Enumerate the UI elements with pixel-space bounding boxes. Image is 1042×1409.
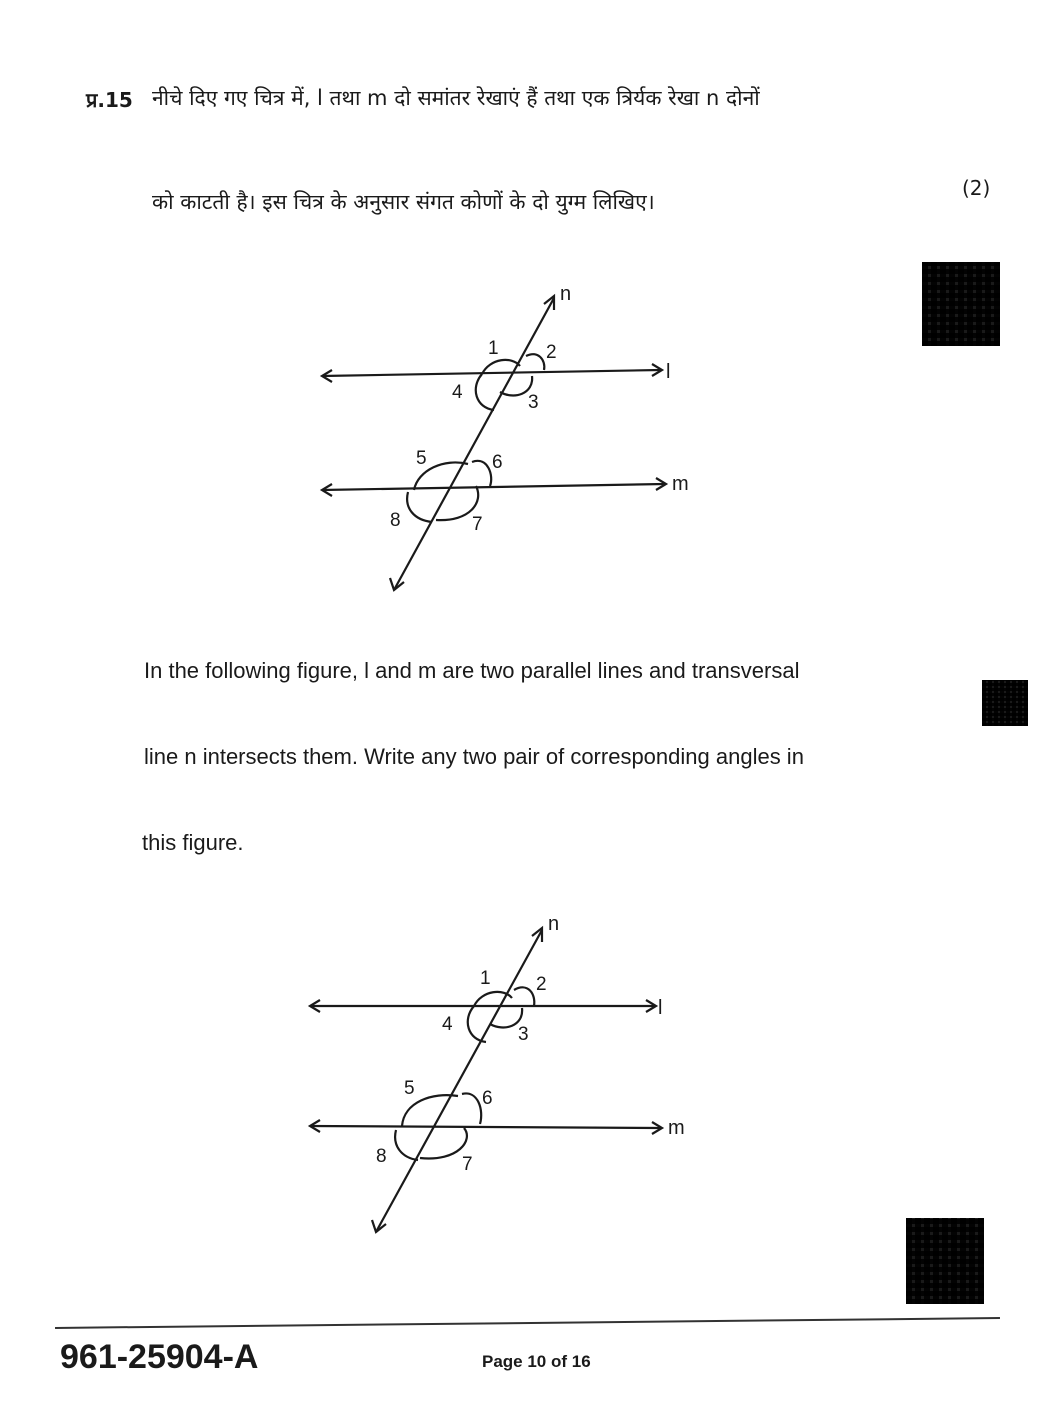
qr-code bbox=[982, 680, 1028, 726]
angle-label-5: 5 bbox=[416, 448, 427, 469]
question-marks: (2) bbox=[962, 176, 991, 200]
label-m: m bbox=[672, 473, 689, 495]
angle-label-5: 5 bbox=[404, 1078, 415, 1099]
figure-hindi bbox=[0, 270, 1042, 610]
angle-arc-8 bbox=[395, 1130, 418, 1160]
angle-arc-8 bbox=[407, 492, 432, 522]
angle-label-6: 6 bbox=[482, 1088, 493, 1109]
question-english-line-1: In the following figure, l and m are two parallel lines and transversal bbox=[144, 658, 800, 683]
angle-label-1: 1 bbox=[488, 338, 499, 359]
angle-arc-1 bbox=[474, 992, 512, 1006]
line-n bbox=[394, 298, 554, 590]
line-m bbox=[322, 484, 664, 490]
angle-label-4: 4 bbox=[452, 382, 463, 403]
label-n: n bbox=[560, 283, 572, 305]
label-n: n bbox=[548, 913, 560, 935]
label-m: m bbox=[668, 1117, 685, 1139]
line-n bbox=[376, 930, 542, 1232]
angle-arc-4 bbox=[476, 374, 494, 410]
angle-arc-6 bbox=[472, 461, 491, 486]
angle-label-6: 6 bbox=[492, 452, 503, 473]
angle-label-7: 7 bbox=[462, 1154, 473, 1175]
question-hindi-line-1: नीचे दिए गए चित्र में, l तथा m दो समांतर रेखाएं हैं तथा एक त्रिर्यक रेखा n दोनों bbox=[152, 86, 760, 110]
label-l: l bbox=[658, 997, 663, 1019]
angle-label-4: 4 bbox=[442, 1014, 453, 1035]
angle-arc-2 bbox=[514, 987, 534, 1006]
paper-code: 961-25904-A bbox=[60, 1338, 259, 1376]
angle-arc-7 bbox=[420, 1128, 467, 1158]
angle-label-8: 8 bbox=[390, 510, 401, 531]
label-l: l bbox=[666, 361, 671, 383]
footer-divider bbox=[55, 1317, 1000, 1329]
angle-label-3: 3 bbox=[528, 392, 539, 413]
angle-label-2: 2 bbox=[536, 974, 547, 995]
angle-label-7: 7 bbox=[472, 514, 483, 535]
figure-english bbox=[0, 900, 1042, 1250]
line-l bbox=[322, 370, 660, 376]
angle-label-8: 8 bbox=[376, 1146, 387, 1167]
angle-label-3: 3 bbox=[518, 1024, 529, 1045]
angle-arc-2 bbox=[526, 354, 544, 370]
line-m bbox=[310, 1126, 660, 1128]
question-number: प्र.15 bbox=[86, 88, 133, 112]
angle-label-1: 1 bbox=[480, 968, 491, 989]
page-number: Page 10 of 16 bbox=[482, 1352, 591, 1371]
question-english-line-3: this figure. bbox=[142, 830, 244, 855]
angle-arc-6 bbox=[462, 1093, 481, 1124]
question-hindi-line-2: को काटती है। इस चित्र के अनुसार संगत कोणों के दो युग्म लिखिए। bbox=[152, 190, 655, 214]
question-english-line-2: line n intersects them. Write any two pair of corresponding angles in bbox=[144, 744, 804, 769]
angle-label-2: 2 bbox=[546, 342, 557, 363]
